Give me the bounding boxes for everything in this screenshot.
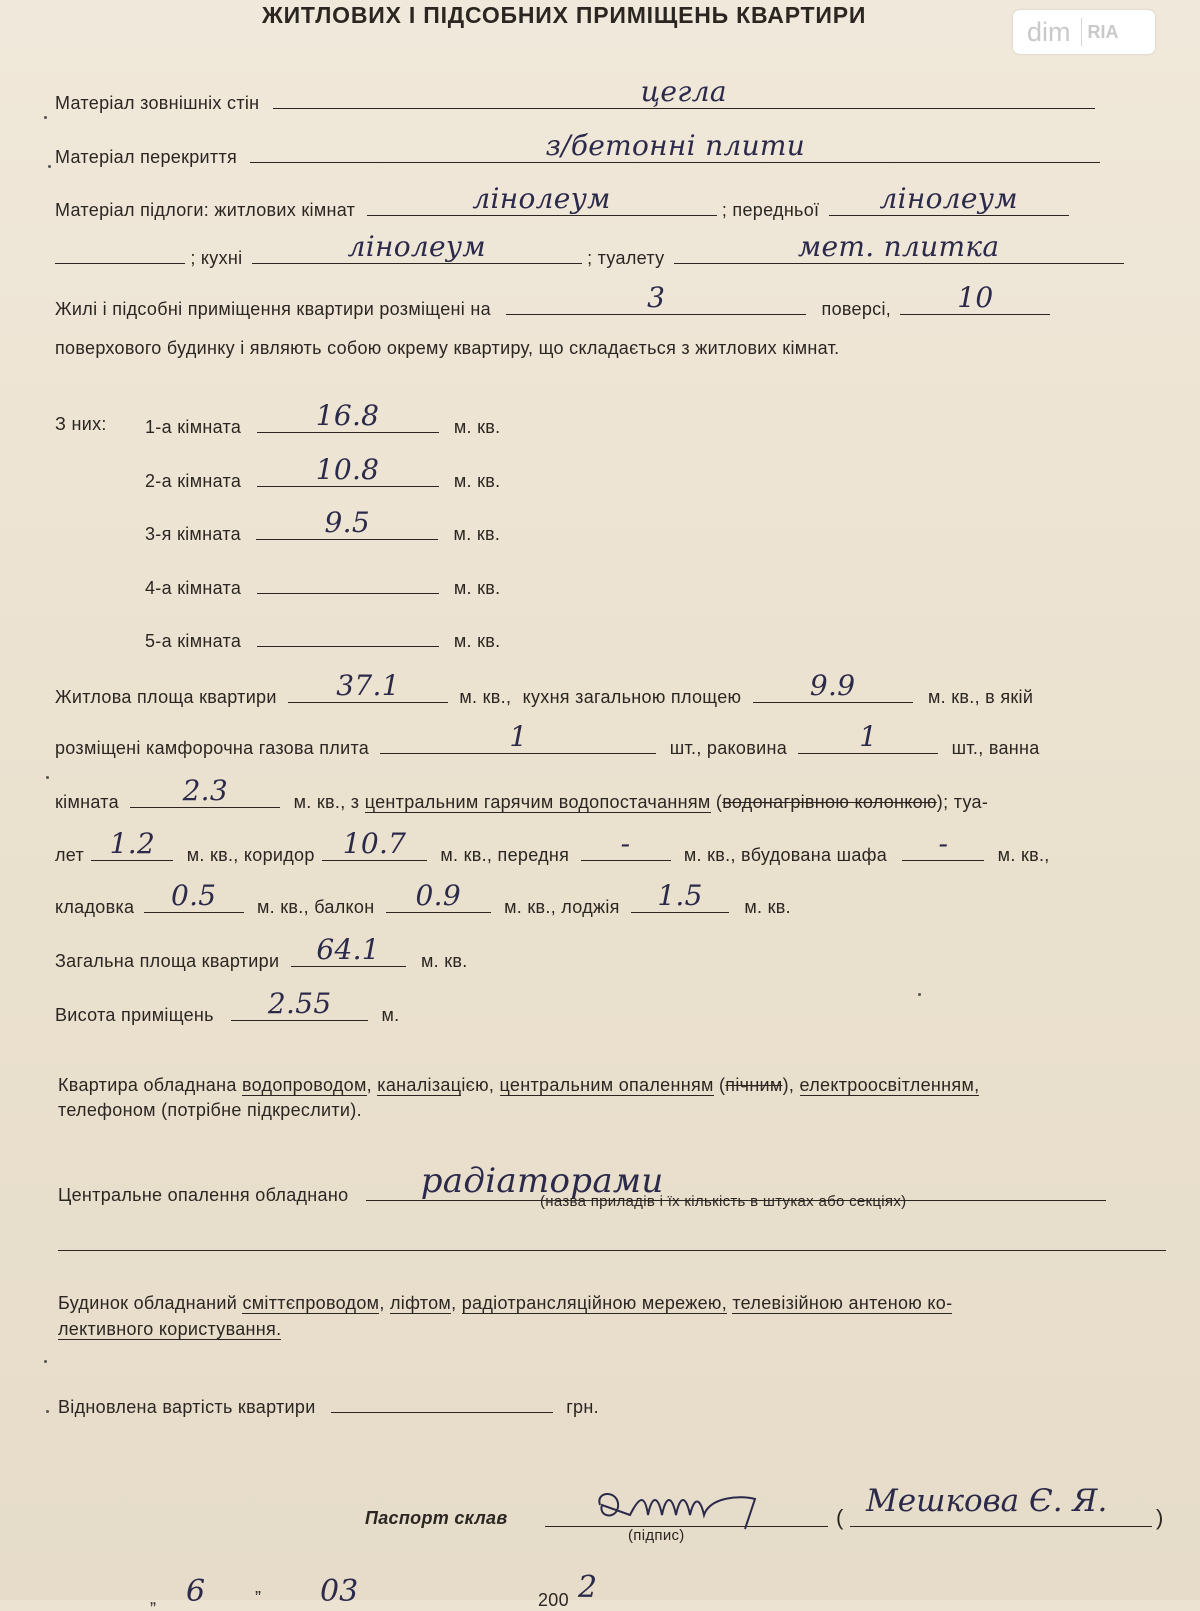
building-row-1: Будинок обладнаний сміттєпроводом, ліфтом, радіотрансляційною мережею, телевізійною антеною ко- bbox=[58, 1293, 953, 1313]
building-tv-cont: лективного користування. bbox=[58, 1319, 282, 1339]
equipment-prefix: Квартира обладнана bbox=[58, 1075, 237, 1095]
hall-value: - bbox=[620, 827, 631, 860]
walls-field bbox=[273, 75, 1095, 109]
floor-living-label: Матеріал підлоги: житлових кімнат bbox=[55, 200, 356, 220]
building-radio: радіотрансляційною мережею, bbox=[461, 1293, 728, 1313]
room-row-3 bbox=[145, 506, 501, 545]
room-3-field bbox=[256, 506, 438, 540]
floor-row-1 bbox=[55, 182, 1069, 221]
stove-field bbox=[380, 720, 656, 754]
kitchen-area-value: 9.9 bbox=[809, 669, 856, 702]
living-area-label: Житлова площа квартири bbox=[55, 687, 277, 707]
passport-open-paren: ( bbox=[836, 1505, 844, 1530]
building-prefix: Будинок обладнаний bbox=[58, 1293, 238, 1313]
floor-blank-field bbox=[55, 241, 185, 264]
toilet-field bbox=[91, 827, 173, 861]
water-heater-option: водонагрівною колонкою bbox=[722, 792, 937, 812]
storage-label: кладовка bbox=[55, 897, 135, 917]
passport-name-line bbox=[850, 1526, 1152, 1527]
storage-value: 0.5 bbox=[170, 879, 217, 912]
room-5-unit: м. кв. bbox=[453, 631, 501, 651]
room-1-field bbox=[257, 399, 439, 433]
living-area-value: 37.1 bbox=[336, 669, 400, 702]
floor-hall-label: ; передньої bbox=[721, 200, 820, 220]
room-2-value: 10.8 bbox=[315, 453, 380, 486]
loggia-field bbox=[631, 879, 729, 913]
wardrobe-label: м. кв., вбудована шафа bbox=[683, 845, 888, 865]
bath-pcs-label: шт., ванна bbox=[951, 738, 1040, 758]
room-2-unit: м. кв. bbox=[453, 471, 501, 491]
balcony-value: 0.9 bbox=[415, 879, 461, 912]
floor-kitchen-label: ; кухні bbox=[190, 248, 243, 268]
value-restored-row bbox=[58, 1390, 599, 1418]
toilet-label-b: лет bbox=[55, 845, 85, 865]
equipment-row-2: телефоном (потрібне підкреслити). bbox=[58, 1100, 362, 1120]
date-day: 6 bbox=[186, 1574, 206, 1609]
equipment-sewer-end: ією, bbox=[461, 1075, 495, 1095]
floor-hall-value: лінолеум bbox=[879, 182, 1018, 215]
toilet-label-a: ; туа- bbox=[943, 792, 989, 812]
water-prefix: м. кв., з bbox=[293, 792, 360, 812]
heating-extra-line bbox=[58, 1250, 1166, 1251]
floor-toilet-field bbox=[674, 230, 1124, 264]
passport-name: Мешкова Є. Я. bbox=[866, 1483, 1108, 1519]
paper-mark bbox=[44, 1360, 47, 1363]
location-row-1 bbox=[55, 281, 1050, 320]
room-1-value: 16.8 bbox=[315, 399, 380, 432]
ceiling-row bbox=[55, 129, 1100, 168]
heating-value: радіаторами bbox=[420, 1161, 664, 1201]
room-2-label: 2-а кімната bbox=[145, 471, 242, 491]
room-2-field bbox=[257, 453, 439, 487]
wardrobe-unit: м. кв., bbox=[997, 845, 1050, 865]
paper-mark bbox=[44, 116, 47, 119]
height-value: 2.55 bbox=[267, 987, 332, 1020]
walls-label: Матеріал зовнішніх стін bbox=[55, 93, 260, 113]
kitchen-area-label: кухня загальною площею bbox=[522, 687, 742, 707]
location-row-2: поверхового будинку і являють собою окрему квартиру, що складається з житлових кімнат. bbox=[55, 338, 840, 358]
living-area-field bbox=[288, 669, 448, 703]
paper-mark bbox=[918, 993, 921, 996]
corridor-value: 10.7 bbox=[342, 827, 407, 860]
location-floor-value: 3 bbox=[647, 281, 666, 314]
ceiling-value: з/бетонні плити bbox=[545, 129, 806, 162]
logo-ria-text: RIA bbox=[1087, 21, 1119, 42]
total-area-unit: м. кв. bbox=[420, 951, 468, 971]
room-row-4 bbox=[145, 571, 500, 599]
sink-field bbox=[798, 720, 938, 754]
paper-mark bbox=[48, 165, 51, 168]
document-header: ЖИТЛОВИХ І ПІДСОБНИХ ПРИМІЩЕНЬ КВАРТИРИ bbox=[262, 2, 867, 28]
heating-hint: (назва приладів і їх кількість в штуках або секціях) bbox=[540, 1193, 907, 1210]
room-row-1 bbox=[145, 399, 501, 438]
location-prefix: Жилі і підсобні приміщення квартири розміщені на bbox=[55, 299, 491, 319]
building-row-2 bbox=[58, 1319, 281, 1340]
height-unit: м. bbox=[381, 1005, 400, 1025]
logo-dim-text: dim bbox=[1027, 16, 1071, 47]
corridor-label: м. кв., коридор bbox=[186, 845, 315, 865]
rooms-of-them-label: З них: bbox=[55, 414, 107, 434]
storage-field bbox=[144, 879, 244, 913]
equipment-electric: електроосвітленням, bbox=[799, 1075, 980, 1095]
balcony-label: м. кв., балкон bbox=[256, 897, 375, 917]
value-restored-label: Відновлена вартість квартири bbox=[58, 1397, 316, 1417]
equipment-row-1: Квартира обладнана водопроводом, каналізацією, центральним опаленням (пічним), електроосвітленням, bbox=[58, 1075, 980, 1095]
room-row-2 bbox=[145, 453, 501, 492]
passport-signature-hint: (підпис) bbox=[628, 1527, 685, 1544]
toilet-value: 1.2 bbox=[109, 827, 156, 860]
walls-row bbox=[55, 75, 1095, 114]
room-4-field bbox=[257, 571, 439, 594]
hall-label: м. кв., передня bbox=[440, 845, 570, 865]
areas-row-5 bbox=[55, 879, 791, 918]
balcony-field bbox=[386, 879, 491, 913]
floor-toilet-label: ; туалету bbox=[587, 248, 665, 268]
total-area-value: 64.1 bbox=[316, 933, 380, 966]
room-5-field bbox=[257, 624, 439, 647]
floor-living-value: лінолеум bbox=[472, 182, 611, 215]
date-year-prefix: 200 bbox=[538, 1590, 569, 1610]
kitchen-area-unit: м. кв., в якій bbox=[927, 687, 1034, 707]
kitchen-area-field bbox=[753, 669, 913, 703]
sink-value: 1 bbox=[859, 720, 878, 753]
stove-value: 1 bbox=[509, 720, 528, 753]
bath-label: кімната bbox=[55, 792, 119, 812]
loggia-unit: м. кв. bbox=[744, 897, 791, 917]
dim-ria-watermark-logo bbox=[1013, 10, 1155, 54]
wardrobe-value: - bbox=[938, 827, 949, 860]
water-central-option: центральним гарячим водопостачанням bbox=[364, 792, 711, 812]
value-restored-field bbox=[331, 1390, 553, 1413]
location-storeys-field bbox=[900, 281, 1050, 315]
passport-signature bbox=[590, 1485, 780, 1535]
floor-kitchen-value: лінолеум bbox=[347, 230, 486, 263]
room-3-value: 9.5 bbox=[324, 506, 370, 539]
passport-label: Паспорт склав bbox=[365, 1508, 508, 1528]
loggia-value: 1.5 bbox=[657, 879, 703, 912]
building-tv: телевізійною антеною ко- bbox=[732, 1293, 953, 1313]
floor-hall-field bbox=[829, 182, 1069, 216]
height-field bbox=[231, 987, 368, 1021]
room-4-label: 4-а кімната bbox=[145, 578, 242, 598]
date-year-digit: 2 bbox=[578, 1570, 598, 1605]
bath-field bbox=[130, 774, 280, 808]
location-storeys-value: 10 bbox=[957, 281, 994, 314]
equipment-water: водопроводом bbox=[241, 1075, 367, 1095]
room-5-label: 5-а кімната bbox=[145, 631, 242, 651]
ceiling-field bbox=[250, 129, 1100, 163]
areas-row-2 bbox=[55, 720, 1040, 759]
stove-label: розміщені камфорочна газова плита bbox=[55, 738, 370, 758]
bath-value: 2.3 bbox=[182, 774, 228, 807]
building-trash-chute: сміттєпроводом bbox=[242, 1293, 380, 1313]
ceiling-label: Матеріал перекриття bbox=[55, 147, 238, 167]
logo-divider bbox=[1081, 18, 1082, 46]
date-close-quote: ” bbox=[255, 1588, 262, 1608]
date-month: 03 bbox=[320, 1574, 359, 1609]
floor-kitchen-field bbox=[252, 230, 582, 264]
passport-close-paren: ) bbox=[1156, 1505, 1164, 1530]
equipment-heating: центральним опаленням bbox=[499, 1075, 714, 1095]
areas-row-3: кімната 2.3 м. кв., з центральним гарячим водопостачанням (водонагрівною колонкою); туа- bbox=[55, 774, 989, 812]
location-floor-field bbox=[506, 281, 806, 315]
room-3-label: 3-я кімната bbox=[145, 524, 241, 544]
floor-row-2 bbox=[55, 230, 1124, 269]
room-1-label: 1-а кімната bbox=[145, 417, 242, 437]
location-floor-label: поверсі, bbox=[821, 299, 892, 319]
walls-value: цегла bbox=[640, 75, 727, 108]
equipment-sewer: каналізац bbox=[377, 1075, 462, 1095]
sink-label: шт., раковина bbox=[669, 738, 788, 758]
total-area-label: Загальна площа квартири bbox=[55, 951, 280, 971]
value-restored-currency: грн. bbox=[566, 1397, 599, 1417]
paper-mark bbox=[46, 1410, 49, 1413]
height-row bbox=[55, 987, 400, 1026]
room-3-unit: м. кв. bbox=[453, 524, 501, 544]
floor-living-field bbox=[367, 182, 717, 216]
paper-mark bbox=[46, 776, 49, 779]
living-area-unit: м. кв., bbox=[459, 687, 512, 707]
heating-label: Центральне опалення обладнано bbox=[58, 1185, 349, 1205]
room-1-unit: м. кв. bbox=[453, 417, 501, 437]
total-area-row bbox=[55, 933, 468, 972]
hall-field bbox=[581, 827, 671, 861]
total-area-field bbox=[291, 933, 406, 967]
corridor-field bbox=[322, 827, 427, 861]
date-open-quote: „ bbox=[150, 1588, 157, 1608]
equipment-stove: пічним bbox=[725, 1075, 783, 1095]
areas-row-4 bbox=[55, 827, 1050, 866]
loggia-label: м. кв., лоджія bbox=[504, 897, 620, 917]
floor-toilet-value: мет. плитка bbox=[798, 230, 1000, 263]
areas-row-1 bbox=[55, 669, 1034, 708]
room-4-unit: м. кв. bbox=[453, 578, 501, 598]
building-lift: ліфтом bbox=[389, 1293, 452, 1313]
height-label: Висота приміщень bbox=[55, 1005, 214, 1025]
room-row-5 bbox=[145, 624, 500, 652]
wardrobe-field bbox=[902, 827, 984, 861]
